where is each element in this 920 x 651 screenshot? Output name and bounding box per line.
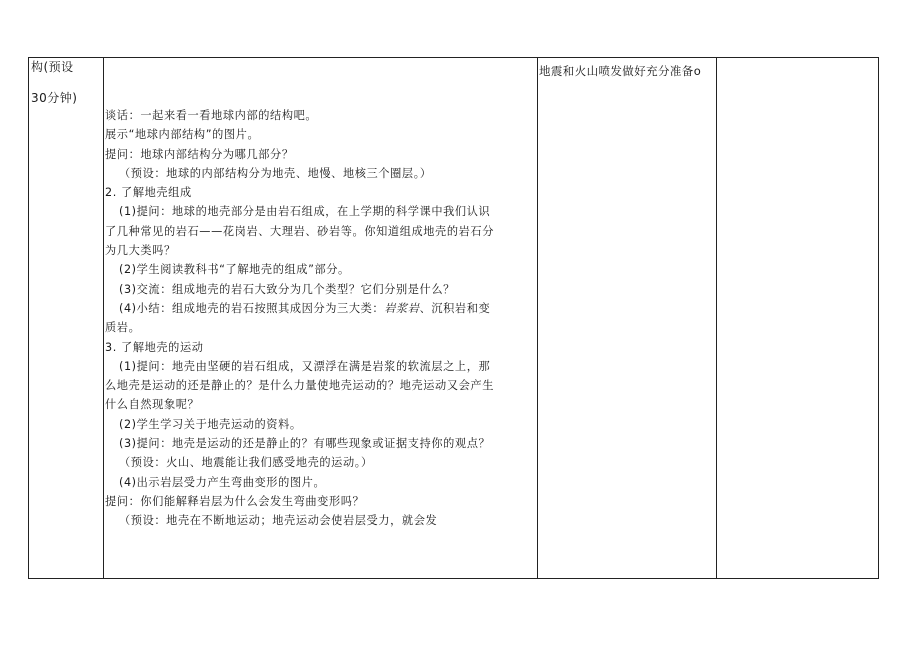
- text-line: (1)提问：地壳由坚硬的岩石组成，又漂浮在满是岩浆的软流层之上，那: [119, 359, 491, 373]
- text-line: （预设：火山、地震能让我们感受地壳的运动。）: [119, 456, 373, 470]
- text-line: （预设：地壳在不断地运动；地壳运动会使岩层受力，就会发: [119, 514, 438, 528]
- column-divider: [103, 58, 104, 578]
- text-line: 了几种常见的岩石——花岗岩、大理岩、砂岩等。你知道组成地壳的岩石分: [105, 224, 494, 238]
- stage-label-line2: 30分钟): [31, 91, 78, 105]
- text-line: 展示“地球内部结构”的图片。: [105, 128, 260, 142]
- text-line: (2)学生学习关于地壳运动的资料。: [119, 417, 302, 431]
- text-span: (4)小结：组成地壳的岩石按照其成因分为三大类：: [119, 301, 385, 315]
- text-line: 为几大类吗？: [105, 244, 176, 258]
- stage-label-line1: 构(预设: [31, 60, 74, 74]
- note-cell: 地震和火山喷发做好充分准备o: [539, 64, 702, 78]
- text-line: 谈话：一起来看一看地球内部的结构吧。: [105, 109, 318, 122]
- text-line: 什么自然现象呢？: [105, 398, 200, 412]
- text-line: (2)学生阅读教科书“了解地壳的组成”部分。: [119, 263, 350, 277]
- text-line: 质岩。: [105, 321, 141, 335]
- text-line: [105, 299, 539, 318]
- text-line: （预设：地球的内部结构分为地壳、地慢、地核三个圈层。）: [119, 166, 432, 180]
- text-line: (3)提问：地壳是运动的还是静止的？有哪些现象或证据支持你的观点？: [119, 437, 491, 451]
- lesson-table: [28, 57, 879, 579]
- section-heading: 3. 了解地壳的运动: [105, 340, 204, 354]
- teaching-process-cell: [105, 106, 539, 531]
- text-line: (4)出示岩层受力产生弯曲变形的图片。: [119, 475, 326, 489]
- text-line: 提问：地球内部结构分为哪几部分？: [105, 147, 294, 161]
- emphasis-text: 岩浆岩: [384, 301, 420, 315]
- text-line: (3)交流：组成地壳的岩石大致分为几个类型？它们分别是什么？: [119, 282, 455, 296]
- column-divider: [716, 58, 717, 578]
- text-line: (1)提问：地球的地壳部分是由岩石组成，在上学期的科学课中我们认识: [119, 205, 491, 219]
- text-span: 、沉积岩和变: [419, 301, 491, 315]
- text-line: 提问：你们能解释岩层为什么会发生弯曲变形吗？: [105, 494, 365, 508]
- section-heading: 2. 了解地壳组成: [105, 186, 192, 200]
- text-line: 么地壳是运动的还是静止的？是什么力量使地壳运动的？地壳运动又会产生: [105, 379, 494, 393]
- stage-label-cell: [31, 60, 103, 106]
